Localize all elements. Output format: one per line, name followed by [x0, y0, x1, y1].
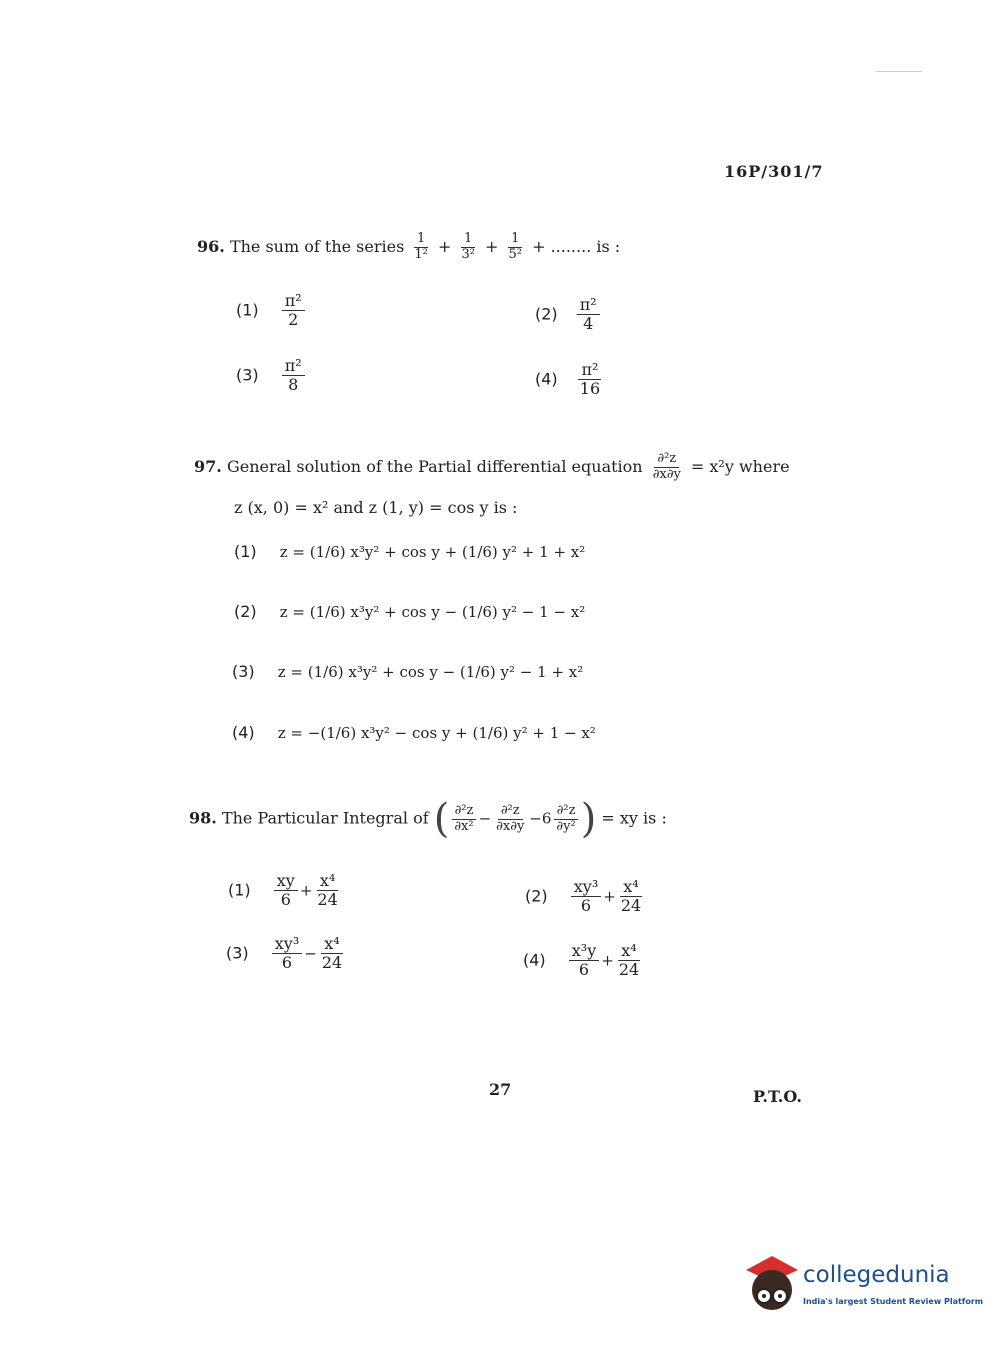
option[interactable]	[236, 292, 307, 330]
pto-label: P.T.O.	[753, 1087, 802, 1106]
question-96: 96. The sum of the series $\frac{1}{\text{1²}}$ + $\frac{1}{\text{3²}}$ + $\frac{1}{\text{5²}}$ + ........ is :	[197, 231, 621, 262]
option[interactable]	[234, 542, 585, 561]
option[interactable]	[226, 935, 347, 973]
series-tail: + ........ is :	[532, 236, 621, 256]
option-term: $\frac{\text{x⁴}}{24}$	[620, 877, 642, 916]
question-98	[189, 796, 667, 842]
operator-term: $\frac{\text{∂²z}}{\text{∂y²}}$	[553, 804, 578, 835]
operator-term: $\frac{\text{∂²z}}{\text{∂x²}}$	[451, 804, 476, 835]
collegedunia-mascot-icon	[742, 1248, 802, 1318]
condition-text: z (x, 0) = x² and z (1, y) = cos y is :	[234, 498, 518, 517]
option-expression: z = (1/6) x³y² + cos y − (1/6) y² − 1 + x²	[277, 663, 584, 681]
option-label: (1)	[234, 542, 257, 561]
series-term: $\frac{1}{\text{1²}}$	[414, 231, 428, 262]
option-term: $\frac{xy}{6}$	[274, 872, 298, 910]
where-text: where	[738, 456, 790, 476]
rhs-text: = xy is :	[601, 808, 667, 828]
question-number: 96.	[197, 236, 225, 256]
option-operator: +	[299, 881, 313, 900]
option-term: $\frac{\text{x⁴}}{24}$	[321, 934, 343, 973]
option-expression: z = (1/6) x³y² + cos y − (1/6) y² − 1 − x²	[279, 603, 586, 621]
option[interactable]	[523, 942, 644, 980]
pde-lhs: $\frac{\text{∂²z}}{\partial x\partial y}$	[652, 451, 681, 482]
option-label: (2)	[525, 886, 548, 906]
option-term: $\frac{\text{x⁴}}{24}$	[317, 871, 338, 910]
option-label: (2)	[234, 602, 257, 621]
question-number: 98.	[189, 808, 217, 828]
operator-sign: −6	[529, 809, 552, 828]
option-label: (3)	[232, 662, 255, 681]
question-text: The Particular Integral of	[221, 808, 429, 828]
logo-tagline: India's largest Student Review Platform	[803, 1297, 984, 1306]
option-value: $\frac{\text{π²}}{4}$	[577, 296, 600, 334]
option[interactable]	[234, 602, 585, 621]
operator-term: $\frac{\text{∂²z}}{\partial x\partial y}$	[496, 802, 525, 834]
option-term: $\frac{\text{xy³}}{6}$	[571, 878, 601, 916]
series-term: $\frac{1}{\text{3²}}$	[461, 231, 475, 262]
option[interactable]	[228, 872, 343, 910]
pde-rhs: = x²y	[690, 456, 734, 476]
operator-sign: −	[478, 809, 492, 828]
top-rule	[876, 71, 922, 72]
left-paren: (	[433, 796, 450, 842]
question-text: The sum of the series	[229, 236, 405, 256]
page-number: 27	[489, 1080, 512, 1099]
option-label: (4)	[232, 723, 255, 742]
option[interactable]	[535, 361, 605, 399]
option-label: (1)	[236, 300, 259, 320]
question-text: General solution of the Partial differential equation	[226, 456, 643, 476]
option-label: (2)	[535, 304, 558, 324]
option-term: $\frac{\text{x³y}}{6}$	[569, 942, 599, 980]
option-operator: −	[304, 944, 317, 963]
option-label: (1)	[228, 880, 251, 900]
option[interactable]	[535, 296, 602, 334]
option-operator: +	[601, 951, 614, 970]
option[interactable]	[525, 878, 646, 916]
question-number: 97.	[194, 456, 222, 476]
option-value: $\frac{\text{π²}}{16}$	[579, 360, 601, 399]
paper-code: 16P/301/7	[724, 162, 824, 181]
option-expression: z = −(1/6) x³y² − cos y + (1/6) y² + 1 − x²	[277, 724, 596, 742]
option-label: (3)	[236, 365, 259, 385]
option[interactable]	[236, 357, 307, 395]
option-label: (3)	[226, 943, 249, 963]
option-value: $\frac{\text{π²}}{8}$	[282, 357, 305, 395]
option-expression: z = (1/6) x³y² + cos y + (1/6) y² + 1 + x²	[279, 543, 586, 561]
option[interactable]	[232, 662, 583, 681]
option-value: $\frac{\text{π²}}{2}$	[282, 292, 305, 330]
option[interactable]	[232, 723, 596, 742]
option-operator: +	[603, 887, 616, 906]
option-term: $\frac{\text{x⁴}}{24}$	[618, 941, 640, 980]
right-paren: )	[580, 796, 597, 842]
option-label: (4)	[535, 369, 558, 389]
question-97	[194, 452, 790, 483]
option-label: (4)	[523, 950, 546, 970]
series-term: $\frac{1}{\text{5²}}$	[508, 231, 522, 262]
logo-wordmark: collegedunia	[803, 1262, 950, 1288]
option-term: $\frac{\text{xy³}}{6}$	[272, 935, 302, 973]
